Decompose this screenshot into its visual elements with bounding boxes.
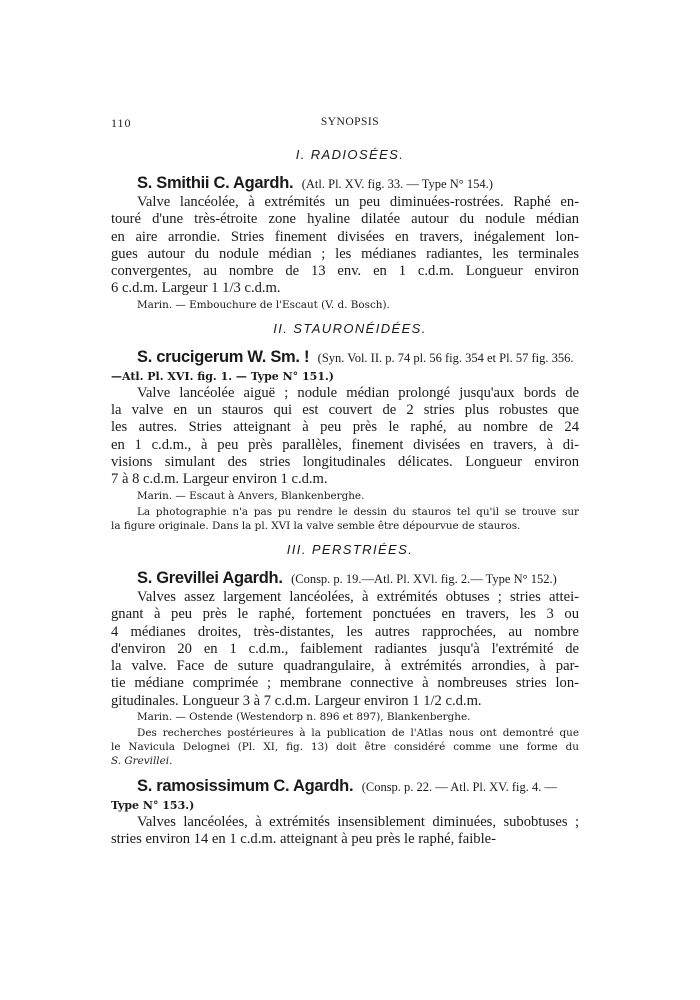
description-line: visions simulant des stries longitudinales délicates. Longueur environ bbox=[111, 453, 579, 470]
note-line: S. Grevillei. bbox=[111, 755, 173, 768]
species-note bbox=[111, 726, 579, 769]
section-heading-stauroneidees: II. STAURONÉIDÉES. bbox=[273, 320, 427, 336]
description-line: stries environ 14 en 1 c.d.m. atteignant à peu près le raphé, faible- bbox=[111, 830, 496, 847]
species-entry-smithii bbox=[111, 174, 579, 312]
species-title bbox=[111, 777, 579, 797]
description-line: gitudinales. Longueur 3 à 7 c.d.m. Largeur environ 1 1/2 c.d.m. bbox=[111, 692, 482, 709]
description-line: en aire arrondie. Stries finement divisées en travers, inégalement lon- bbox=[111, 228, 579, 245]
page-header bbox=[0, 116, 700, 134]
species-note bbox=[111, 505, 579, 533]
species-title bbox=[111, 348, 579, 368]
description-line: Valves lancéolées, à extrémités insensiblement diminuées, subobtuses ; bbox=[137, 813, 579, 830]
species-title bbox=[111, 174, 579, 194]
species-reference: (Atl. Pl. XV. fig. 33. — Type N° 154.) bbox=[301, 177, 493, 191]
species-reference: (Syn. Vol. II. p. 74 pl. 56 fig. 354 et Pl. 57 fig. 356. bbox=[317, 350, 574, 365]
description-line: Valve lancéolée, à extrémités un peu diminuées-rostrées. Raphé en- bbox=[137, 194, 579, 210]
section-heading-perstriees: III. PERSTRIÉES. bbox=[286, 541, 414, 557]
description-line: Valves assez largement lancéolées, à extrémités obtuses ; stries attei- bbox=[137, 588, 579, 605]
species-entry-ramosissimum bbox=[111, 777, 579, 849]
species-title bbox=[111, 569, 579, 589]
description-line: en 1 c.d.m., à peu près parallèles, finement divisées en travers, à di- bbox=[111, 436, 579, 453]
species-description bbox=[111, 194, 579, 298]
description-line: convergentes, au nombre de 13 env. en 1 c.d.m. Longueur environ bbox=[111, 263, 579, 280]
species-reference: (Consp. p. 19.—Atl. Pl. XVl. fig. 2.— Type N° 152.) bbox=[291, 571, 557, 586]
description-line: 7 à 8 c.d.m. Largeur environ 1 c.d.m. bbox=[111, 471, 328, 488]
description-line: gnant à peu près le raphé, fortement ponctuées en travers, les 3 ou bbox=[111, 606, 579, 623]
description-line: 6 c.d.m. Largeur 1 1/3 c.d.m. bbox=[111, 280, 281, 297]
note-line: Des recherches postérieures à la publication de l'Atlas nous ont demontré que bbox=[137, 727, 579, 740]
description-line: les autres. Stries atteignant à peu près le raphé, au nombre de 24 bbox=[111, 419, 579, 436]
species-description bbox=[111, 385, 579, 489]
running-head: SYNOPSIS bbox=[320, 116, 380, 128]
description-line: la valve en un stauros qui est couvert de 2 stries plus robustes que bbox=[111, 402, 579, 419]
species-description bbox=[111, 814, 579, 849]
description-line: gues autour du nodule médian ; les médianes radiantes, les terminales bbox=[111, 245, 579, 262]
description-line: la valve. Face de suture quadrangulaire, à extrémités arrondies, à par- bbox=[111, 658, 579, 675]
species-locality: Marin. — Embouchure de l'Escaut (V. d. Bosch). bbox=[137, 298, 390, 311]
species-reference: (Consp. p. 22. — Atl. Pl. XV. fig. 4. — bbox=[361, 779, 557, 794]
note-line: La photographie n'a pas pu rendre le dessin du stauros tel qu'il se trouve sur bbox=[137, 505, 579, 518]
description-line: d'environ 20 en 1 c.d.m., faiblement radiantes jusqu'à l'extrémité de bbox=[111, 640, 579, 657]
species-name: S. Smithii C. Agardh. bbox=[137, 174, 294, 192]
species-reference-continued: Type N° 153.) bbox=[111, 798, 195, 812]
page-number: 110 bbox=[111, 116, 132, 130]
species-name: S. Grevillei Agardh. bbox=[137, 568, 283, 587]
note-line: le Navicula Delognei (Pl. XI, fig. 13) doit être considéré comme une forme du bbox=[111, 741, 579, 754]
species-locality: Marin. — Escaut à Anvers, Blankenberghe. bbox=[137, 489, 365, 502]
species-description bbox=[111, 589, 579, 710]
section-heading-radiosees: I. RADIOSÉES. bbox=[295, 147, 405, 162]
species-reference-continued: —Atl. Pl. XVI. fig. 1. — Type N° 151.) bbox=[111, 369, 335, 383]
species-entry-crucigerum bbox=[111, 348, 579, 533]
species-locality: Marin. — Ostende (Westendorp n. 896 et 897), Blankenberghe. bbox=[137, 711, 471, 724]
species-entry-grevillei bbox=[111, 569, 579, 769]
description-line: tie médiane comprimée ; membrane connective à nombreuses stries lon- bbox=[111, 675, 579, 692]
description-line: 4 médianes droites, très-distantes, les autres rapprochées, au nombre bbox=[111, 623, 579, 640]
species-name: S. ramosissimum C. Agardh. bbox=[137, 776, 354, 795]
species-name: S. crucigerum W. Sm. ! bbox=[137, 347, 310, 366]
description-line: touré d'une très-étroite zone hyaline dilatée autour du nodule médian bbox=[111, 211, 579, 228]
note-line: la figure originale. Dans la pl. XVI la valve semble être dépourvue de stauros. bbox=[111, 519, 521, 532]
description-line: Valve lancéolée aiguë ; nodule médian prolongé jusqu'aux bords de bbox=[137, 384, 579, 401]
